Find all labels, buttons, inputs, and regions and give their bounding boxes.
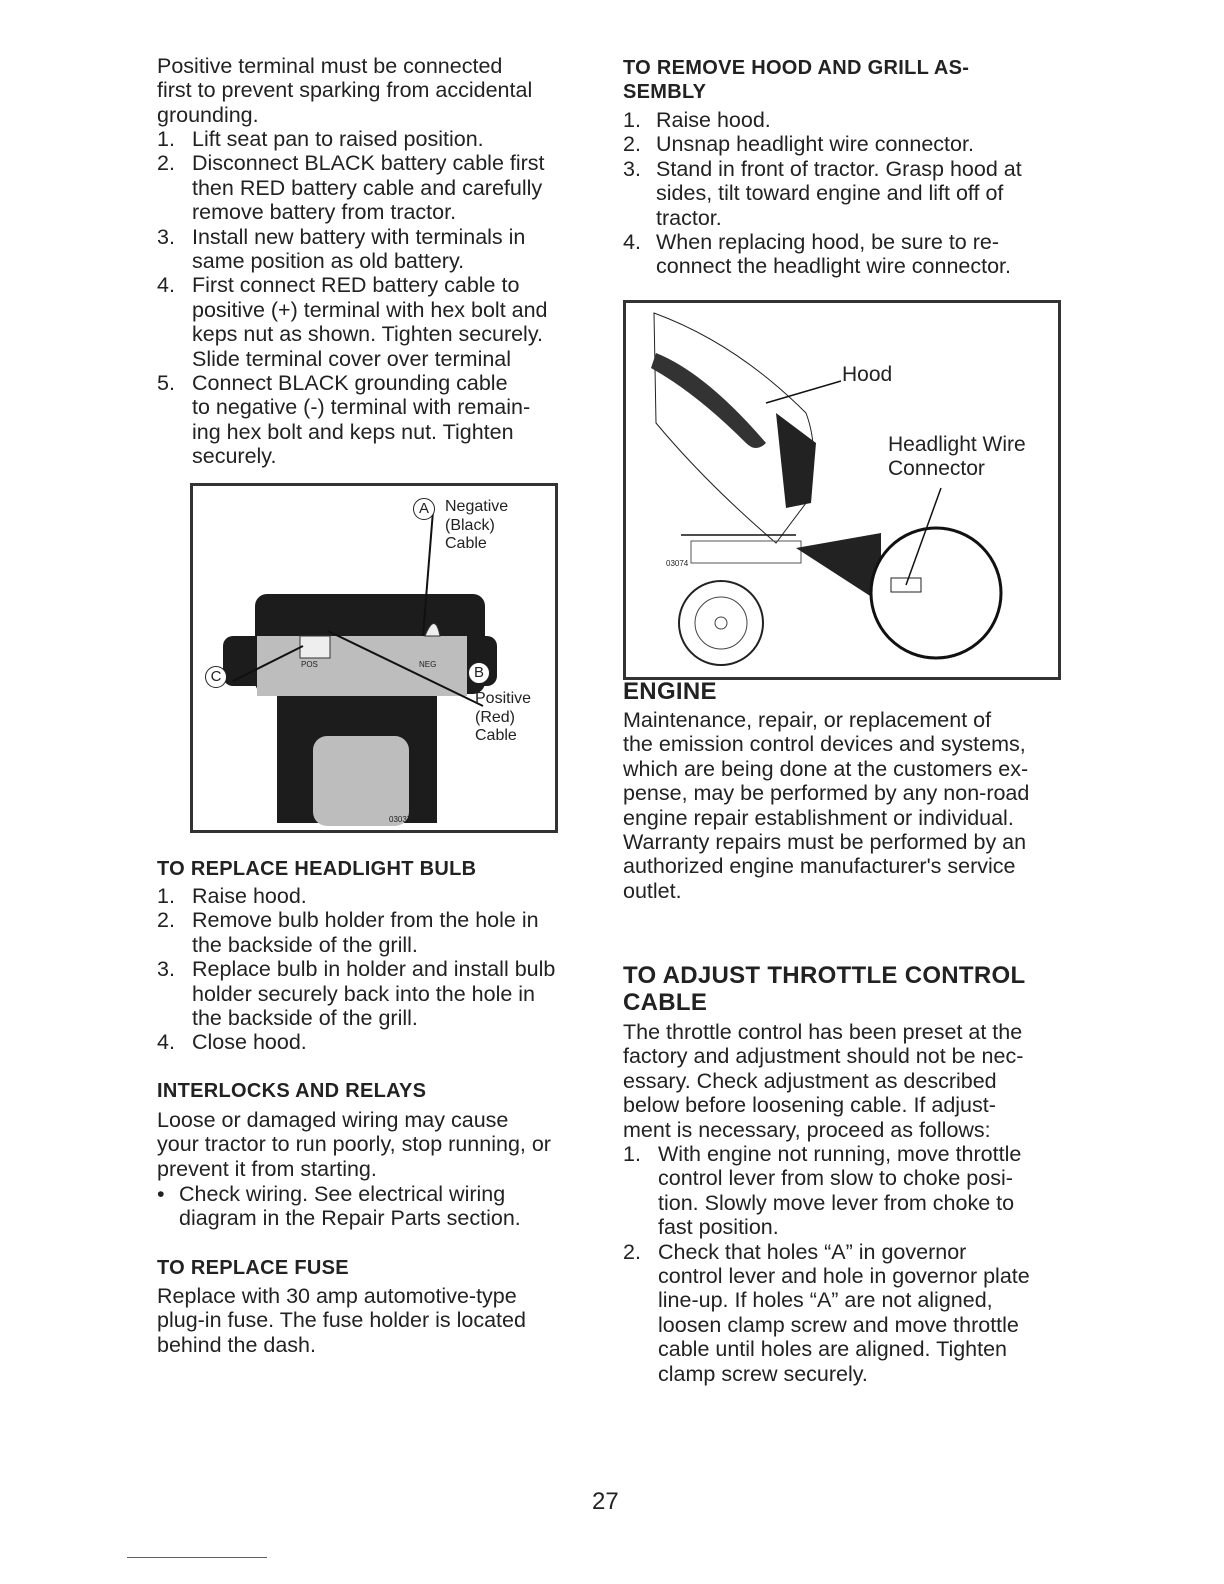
list-number: 1. <box>157 884 175 908</box>
list-item <box>623 1142 1030 1240</box>
list-item <box>157 225 548 274</box>
text-line: same position as old battery. <box>192 249 465 274</box>
text-line: Check wiring. See electrical wiring <box>179 1182 506 1206</box>
text-line: Warranty repairs must be performed by an <box>623 830 1027 855</box>
page-number: 27 <box>592 1488 619 1515</box>
interlocks-heading: INTERLOCKS AND RELAYS <box>157 1080 427 1102</box>
text-line: fast position. <box>658 1215 779 1240</box>
text-line: CABLE <box>623 989 708 1016</box>
list-item <box>623 1240 1030 1386</box>
battery-steps-list <box>157 127 548 469</box>
text-line: Positive <box>475 690 532 707</box>
text-line: loosen clamp screw and move throttle <box>658 1312 1019 1337</box>
text-line: to negative (-) terminal with remain- <box>192 395 531 420</box>
text-line: First connect RED battery cable to <box>192 273 520 298</box>
text-line: Connect BLACK grounding cable <box>192 371 508 396</box>
text-line: (Black) <box>445 516 495 534</box>
neg-tag: NEG <box>419 660 437 669</box>
text-line: Unsnap headlight wire connector. <box>656 132 974 157</box>
figure-code: 03074 <box>666 559 689 568</box>
text-line: Close hood. <box>192 1030 307 1055</box>
text-line: factory and adjustment should not be nec- <box>623 1044 1024 1069</box>
text-line: sides, tilt toward engine and lift off of <box>656 181 1004 206</box>
text-line: outlet. <box>623 878 682 903</box>
engine-text <box>623 708 1029 903</box>
text-line: behind the dash. <box>157 1332 316 1357</box>
figure-code: 03037 <box>389 815 412 824</box>
text-line: Check that holes “A” in governor <box>658 1239 967 1264</box>
list-number: 5. <box>157 371 175 396</box>
text-line: Raise hood. <box>656 108 771 132</box>
fuse-text <box>157 1284 526 1357</box>
list-number: 2. <box>623 132 641 157</box>
hood-illustration <box>626 303 1058 677</box>
headlight-heading: TO REPLACE HEADLIGHT BULB <box>157 858 477 880</box>
text-line: Lift seat pan to raised position. <box>192 127 484 151</box>
text-line: Connector <box>888 457 985 480</box>
list-number: 3. <box>623 156 641 181</box>
fuse-heading: TO REPLACE FUSE <box>157 1257 349 1279</box>
text-line: Negative <box>445 498 509 515</box>
list-item <box>157 884 555 908</box>
list-number: • <box>157 1182 165 1206</box>
text-line: which are being done at the customers ex- <box>623 756 1029 781</box>
list-item <box>157 273 548 371</box>
text-line: Replace bulb in holder and install bulb <box>192 957 556 982</box>
text-line: remove battery from tractor. <box>192 200 457 225</box>
throttle-heading <box>623 962 1025 1016</box>
text-line: The throttle control has been preset at the <box>623 1020 1023 1044</box>
text-line: TO REMOVE HOOD AND GRILL AS- <box>623 57 970 79</box>
text-line: Positive terminal must be connected <box>157 54 503 78</box>
text-line: Remove bulb holder from the hole in <box>192 908 539 933</box>
list-number: 2. <box>157 151 175 176</box>
text-line: Maintenance, repair, or replacement of <box>623 708 992 732</box>
text-line: Replace with 30 amp automotive-type <box>157 1284 517 1308</box>
text-line: engine repair establishment or individual. <box>623 805 1014 830</box>
headlight-steps-list <box>157 884 555 1055</box>
text-line: the backside of the grill. <box>192 1006 418 1031</box>
text-line: first to prevent sparking from accidental <box>157 78 533 103</box>
text-line: Install new battery with terminals in <box>192 224 526 249</box>
text-line: authorized engine manufacturer's service <box>623 854 1016 879</box>
text-line: Headlight Wire <box>888 433 1026 456</box>
connector-label <box>888 433 1026 481</box>
list-number: 4. <box>157 273 175 298</box>
text-line: ment is necessary, proceed as follows: <box>623 1117 991 1142</box>
text-line: securely. <box>192 444 277 469</box>
label-b <box>468 662 490 684</box>
list-item <box>157 151 548 224</box>
list-item <box>157 908 555 957</box>
text-line: (Red) <box>475 708 516 726</box>
list-item <box>157 957 555 1030</box>
list-number: 1. <box>623 1142 641 1166</box>
engine-heading: ENGINE <box>623 678 717 705</box>
hood-heading <box>623 56 969 104</box>
text-line: plug-in fuse. The fuse holder is located <box>157 1308 526 1333</box>
hood-label: Hood <box>842 363 893 386</box>
text-line: control lever and hole in governor plate <box>658 1264 1030 1289</box>
text-line: positive (+) terminal with hex bolt and <box>192 297 548 322</box>
text-line: the backside of the grill. <box>192 932 418 957</box>
list-number: 3. <box>157 957 175 982</box>
list-number: 1. <box>157 127 175 151</box>
text-line: TO ADJUST THROTTLE CONTROL <box>623 962 1026 989</box>
label-a <box>413 498 435 520</box>
text-line: cable until holes are aligned. Tighten <box>658 1337 1008 1362</box>
list-number: 2. <box>157 908 175 933</box>
text-line: keps nut as shown. Tighten securely. <box>192 322 543 347</box>
list-number: 3. <box>157 224 175 249</box>
interlocks-bullet <box>157 1182 521 1231</box>
hood-steps-list <box>623 108 1022 279</box>
text-line: your tractor to run poorly, stop running, or <box>157 1132 551 1157</box>
text-line: the emission control devices and systems, <box>623 732 1026 757</box>
text-line: pense, may be performed by any non-road <box>623 781 1030 806</box>
text-line: Loose or damaged wiring may cause <box>157 1108 509 1132</box>
text-line: prevent it from starting. <box>157 1156 377 1181</box>
list-number: 2. <box>623 1239 641 1264</box>
battery-figure <box>190 483 558 833</box>
list-item <box>623 132 1022 156</box>
list-item <box>623 157 1022 230</box>
throttle-text <box>623 1020 1023 1142</box>
text-line: clamp screw securely. <box>658 1361 868 1386</box>
list-item <box>623 230 1022 279</box>
text-line: Raise hood. <box>192 884 307 908</box>
list-item <box>623 108 1022 132</box>
text-line: then RED battery cable and carefully <box>192 175 543 200</box>
text-line: When replacing hood, be sure to re- <box>656 230 1000 255</box>
text-line: Stand in front of tractor. Grasp hood at <box>656 156 1022 181</box>
text-line: holder securely back into the hole in <box>192 981 536 1006</box>
text-line: tion. Slowly move lever from choke to <box>658 1190 1015 1215</box>
negative-cable-label <box>445 498 508 554</box>
text-line: Disconnect BLACK battery cable first <box>192 151 545 176</box>
pos-tag: POS <box>301 660 318 669</box>
text-line: control lever from slow to choke posi- <box>658 1166 1013 1191</box>
label-c <box>205 666 227 688</box>
hood-figure <box>623 300 1061 680</box>
list-item <box>157 1030 555 1054</box>
callout-b: B <box>468 662 490 684</box>
footer-rule <box>127 1557 267 1558</box>
battery-intro <box>157 54 532 127</box>
callout-c: C <box>205 666 227 688</box>
list-item <box>157 371 548 469</box>
text-line: below before loosening cable. If adjust- <box>623 1093 996 1118</box>
throttle-steps-list <box>623 1142 1030 1386</box>
text-line: connect the headlight wire connector. <box>656 254 1011 279</box>
text-line: Slide terminal cover over terminal <box>192 346 512 371</box>
text-line: With engine not running, move throttle <box>658 1142 1022 1166</box>
text-line: grounding. <box>157 102 259 127</box>
list-number: 1. <box>623 108 641 132</box>
list-number: 4. <box>157 1030 175 1055</box>
positive-cable-label <box>475 690 531 746</box>
text-line: diagram in the Repair Parts section. <box>179 1206 521 1231</box>
text-line: line-up. If holes “A” are not aligned, <box>658 1288 993 1313</box>
list-number: 4. <box>623 230 641 255</box>
text-line: tractor. <box>656 205 722 230</box>
text-line: ing hex bolt and keps nut. Tighten <box>192 419 514 444</box>
text-line: Cable <box>445 535 487 552</box>
text-line: Cable <box>475 727 517 744</box>
text-line: SEMBLY <box>623 81 707 103</box>
text-line: essary. Check adjustment as described <box>623 1068 997 1093</box>
list-item <box>157 127 548 151</box>
interlocks-text <box>157 1108 551 1181</box>
list-item <box>157 1182 521 1231</box>
callout-a: A <box>413 498 435 520</box>
